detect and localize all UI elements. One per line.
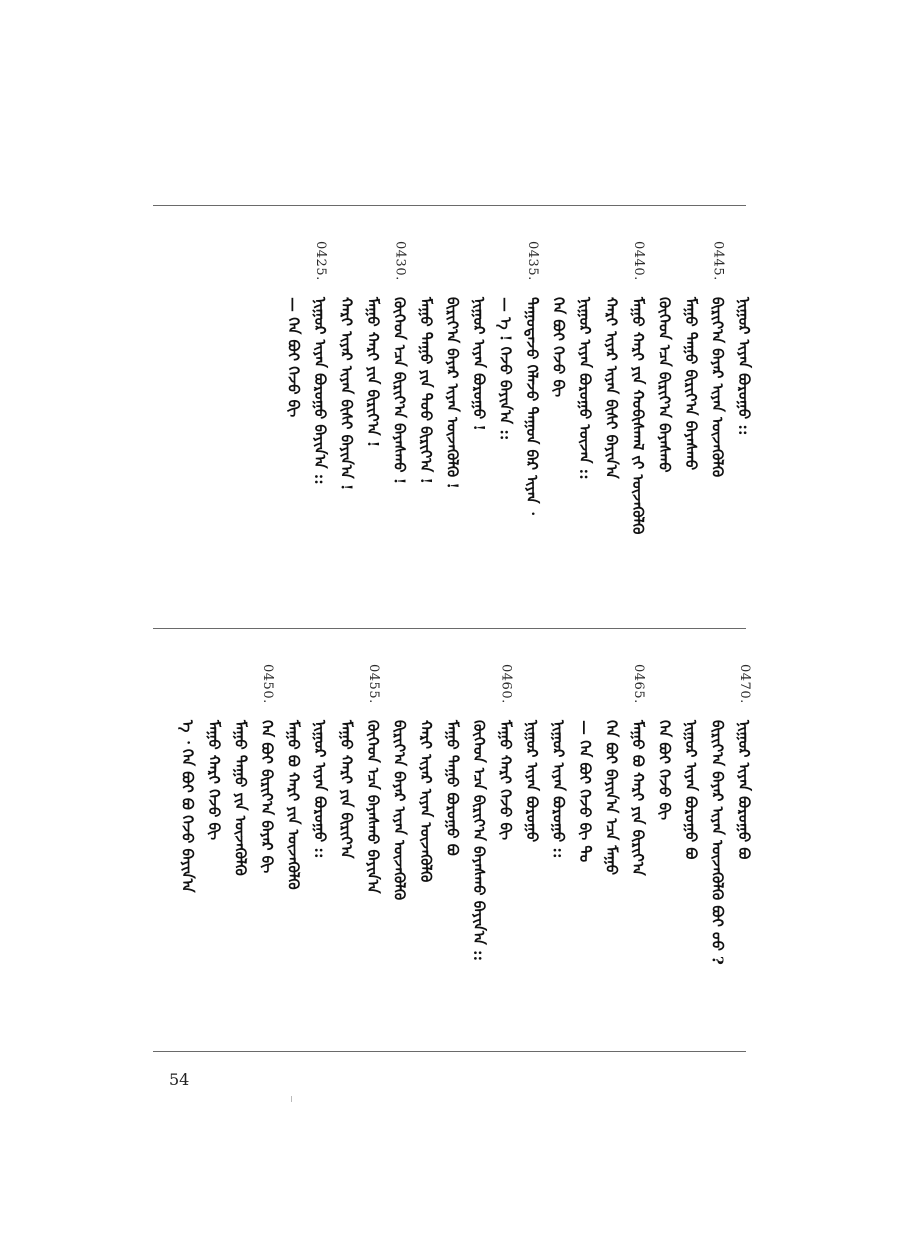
bottom-rule [153, 1051, 746, 1052]
verse-line: ᠬᠥᠬᠡᠳ ᠡᠴᠡ ᠪᠢᠷᠢᠶ᠎ᠠ ᠪᠠᠶᠠᠰᠬᠤ ! [390, 297, 409, 485]
verse-column [681, 205, 701, 628]
verse-line: ᠬᠥᠬᠡᠳ ᠡᠴᠡ ᠪᠢᠷᠢᠶ᠎ᠠ ᠪᠠᠶᠠᠰᠬᠤ [655, 297, 674, 473]
verse-column [655, 205, 675, 628]
verse-line: ᠮᠠᠭᠤ ᠳᠠᠭᠤ ᠪᠤᠷᠤᠭᠤ ᠪᠤ [443, 720, 462, 856]
verse-column [628, 205, 648, 628]
verse-line: — ᠬᠡᠨ ᠪᠤᠢ ᠭᠡᠵᠦ ᠪᠢ [284, 297, 303, 418]
verse-line: ᠨᠢᠭᠤᠷ ᠢᠶᠠᠨ ᠪᠤᠷᠤᠭᠤ :: [549, 720, 568, 859]
verse-column [416, 205, 436, 628]
verse-column [708, 205, 728, 628]
verse-line: ᠨᠢᠭᠤᠷ ᠢᠶᠠᠨ ᠪᠤᠷᠤᠭᠤ :: [311, 720, 329, 859]
verse-column [443, 628, 463, 1051]
verse-column [337, 628, 357, 1051]
verse-column [390, 205, 410, 628]
lower-text-block [153, 628, 753, 1051]
verse-line: ᠮᠠᠭᠤ ᠪᠤ ᠬᠠᠷᠢ ᠶᠢᠨ ᠦᠵᠡᠭᠦᠯᠬᠦ [284, 720, 303, 890]
verse-column [522, 628, 542, 1051]
verse-column [443, 205, 463, 628]
verse-column [204, 628, 224, 1051]
verse-column [602, 628, 622, 1051]
verse-line: ᠬᠡᠨ ᠪᠤᠢ ᠭᠡᠵᠦ ᠪᠢ [549, 297, 568, 397]
verse-line: ᠮᠠᠭᠤ ᠬᠠᠷᠢ ᠭᠡᠵᠦ ᠪᠢ [205, 720, 223, 841]
verse-column [284, 205, 304, 628]
verse-line: ᠪᠢᠷᠢᠶ᠎ᠠ ᠪᠠᠶᠠᠷ ᠢᠶᠡᠨ ᠦᠵᠡᠭᠦᠯᠬᠦ [390, 720, 409, 901]
verse-line: ᠨᠢᠭᠤᠷ ᠢᠶᠠᠨ ᠪᠤᠷᠤᠭᠤ :: [735, 297, 753, 436]
line-number: 0455. [366, 664, 381, 704]
verse-line: ᠪᠢᠷᠢᠶ᠎ᠠ ᠪᠠᠶᠠᠷ ᠢᠶᠡᠨ ᠦᠵᠡᠭᠦᠯᠬᠦ ᠪᠤᠢ ᠤᠤ ? [708, 720, 727, 965]
verse-column [469, 628, 489, 1051]
verse-line: ᠬᠠᠷᠢ ᠢᠶᠠᠷ ᠢᠶᠠᠨ ᠦᠵᠡᠭᠦᠯᠬᠦ [417, 720, 435, 883]
line-number: 0460. [498, 664, 514, 704]
verse-column [284, 628, 304, 1051]
verse-column [549, 628, 569, 1051]
verse-line: ᠮᠠᠭᠤ ᠳᠠᠭᠤ ᠶᠢᠨ ᠲᠣᠣ ᠪᠢᠷᠢᠶ᠎ᠠ ! [417, 297, 435, 485]
verse-line: ᠪᠢᠷᠢᠶ᠎ᠠ ᠪᠠᠶᠠᠷ ᠢᠶᠡᠨ ᠦᠵᠡᠭᠦᠯᠬᠦ [708, 297, 727, 478]
line-number: 0440. [631, 241, 646, 281]
verse-line: ᠮᠠᠭᠤ ᠬᠠᠷᠢ ᠶᠢᠨ ᠪᠢᠷᠢᠶ᠎ᠠ ! [364, 297, 382, 448]
line-number: 0425. [313, 241, 328, 281]
scan-speck [291, 1096, 292, 1102]
verse-column [655, 628, 675, 1051]
verse-line: ᠳᠠᠭᠤᠳᠠᠵᠤ ᠬᠡᠯᠡᠵᠦ ᠳᠠᠭᠤᠨ ᠪᠠᠷ ᠢᠶᠠᠨ ᠂ [523, 297, 541, 515]
verse-line: ᠬᠥᠬᠡᠳ ᠡᠴᠡ ᠪᠠᠶᠠᠰᠬᠤ ᠪᠠᠶᠢᠨ᠎ᠠ [364, 720, 382, 894]
verse-column [337, 205, 357, 628]
verse-column [549, 205, 569, 628]
verse-line: ᠡ ᠂ ᠬᠡᠨ ᠪᠤᠢ ᠪᠤ ᠭᠡᠵᠦ ᠪᠠᠶᠢᠨ᠎ᠠ [178, 720, 197, 893]
verse-column [363, 628, 383, 1051]
verse-line: — ᠡ ! ᠭᠡᠵᠦ ᠪᠠᠶᠢᠨ᠎ᠠ :: [496, 297, 515, 441]
verse-column [708, 628, 728, 1051]
verse-line: ᠬᠥᠬᠡᠳ ᠡᠴᠡ ᠪᠢᠷᠢᠶ᠎ᠠ ᠪᠠᠶᠠᠰᠬᠤ ᠪᠠᠶᠢᠨ᠎ᠠ :: [470, 720, 488, 962]
verse-line: ᠪᠢᠷᠢᠶ᠎ᠠ ᠪᠠᠶᠠᠷ ᠢᠶᠡᠨ ᠦᠵᠡᠭᠦᠯᠬᠦ ! [443, 297, 462, 489]
verse-line: — ᠬᠡᠨ ᠪᠤᠢ ᠭᠡᠵᠦ ᠪᠢ ᠲᠤ [576, 720, 594, 863]
line-number: 0470. [737, 664, 752, 704]
verse-line: ᠨᠢᠭᠤᠷ ᠢᠶᠠᠨ ᠪᠤᠷᠤᠭᠤ [523, 720, 541, 843]
verse-line: ᠬᠡᠨ ᠪᠤᠢ ᠪᠢᠷᠢᠶ᠎ᠠ ᠪᠠᠶᠠᠷ ᠪᠢ [258, 720, 276, 874]
line-number: 0445. [710, 241, 726, 281]
verse-line: ᠮᠠᠭᠤ ᠬᠠᠷᠢ ᠶᠢᠨ ᠪᠢᠷᠢᠶ᠎ᠠ [337, 720, 356, 859]
verse-line: ᠬᠡᠨ ᠪᠤᠢ ᠪᠠᠶᠢᠨ᠎ᠠ ᠡᠴᠡ ᠮᠠᠭᠤ [602, 720, 621, 876]
verse-line: ᠮᠠᠭᠤ ᠬᠠᠷᠢ ᠭᠡᠵᠦ ᠪᠢ [496, 720, 515, 841]
verse-line: ᠮᠠᠭᠤ ᠬᠠᠷᠢ ᠶᠢᠨ ᠬᠤᠪᠢᠰᠬᠠᠯ ᠵᠢ ᠦᠵᠡᠭᠦᠯᠬᠦ [629, 297, 647, 535]
line-number: 0465. [631, 664, 646, 704]
verse-line: ᠨᠢᠭᠤᠷ ᠢᠶᠠᠨ ᠪᠤᠷᠤᠭᠤ ᠪᠤ [735, 720, 753, 860]
line-number: 0435. [525, 241, 540, 281]
verse-line: ᠨᠢᠭᠤᠷ ᠢᠶᠠᠨ ᠪᠤᠷᠤᠭᠤ ᠪᠠᠶᠢᠨ᠎ᠠ :: [311, 297, 329, 485]
verse-column [602, 205, 622, 628]
verse-line: ᠮᠠᠭᠤ ᠪᠤ ᠬᠠᠷᠢ ᠶᠢᠨ ᠪᠢᠷᠢᠶ᠎ᠠ [629, 720, 647, 876]
verse-line: ᠬᠡᠨ ᠪᠤᠢ ᠭᠡᠵᠦ ᠪᠢ [655, 720, 674, 820]
verse-line: ᠨᠢᠭᠤᠷ ᠢᠶᠠᠨ ᠪᠤᠷᠤᠭᠤ ᠪᠤ [682, 720, 700, 860]
verse-column [178, 628, 198, 1051]
verse-column [231, 628, 251, 1051]
verse-line: ᠮᠠᠭᠤ ᠳᠠᠭᠤ ᠶᠢᠨ ᠦᠵᠡᠭᠦᠯᠬᠦ [231, 720, 250, 876]
verse-column [575, 628, 595, 1051]
verse-column [257, 628, 277, 1051]
verse-column [496, 205, 516, 628]
verse-line: ᠬᠠᠷᠢ ᠢᠶᠠᠷ ᠢᠶᠠᠨ ᠪᠢᠰᠢ ᠪᠠᠶᠢᠨ᠎ᠠ ! [337, 297, 356, 491]
upper-text-block [153, 205, 753, 628]
verse-line: ᠨᠢᠭᠤᠷ ᠢᠶᠠᠨ ᠪᠤᠷᠤᠭᠤ ᠦᠵᠡᠨ :: [576, 297, 594, 480]
verse-column [496, 628, 516, 1051]
line-number: 0450. [260, 664, 275, 704]
verse-line: ᠬᠠᠷᠢ ᠢᠶᠠᠷ ᠢᠶᠠᠨ ᠪᠢᠰᠢ ᠪᠠᠶᠢᠨ᠎ᠠ [602, 297, 621, 479]
verse-column [310, 205, 330, 628]
verse-column [390, 628, 410, 1051]
verse-line: ᠨᠢᠭᠤᠷ ᠢᠶᠠᠨ ᠪᠤᠷᠤᠭᠤ ! [470, 297, 488, 432]
verse-column [681, 628, 701, 1051]
verse-line: ᠮᠠᠭᠤ ᠳᠠᠭᠤ ᠪᠢᠷᠢᠶ᠎ᠠ ᠪᠠᠶᠠᠰᠬᠤ [682, 297, 700, 471]
verse-column [734, 205, 754, 628]
verse-column [628, 628, 648, 1051]
page-number: 54 [169, 1070, 190, 1089]
verse-column [363, 205, 383, 628]
line-number: 0430. [392, 241, 408, 281]
verse-column [469, 205, 489, 628]
verse-column [575, 205, 595, 628]
verse-column [734, 628, 754, 1051]
verse-column [310, 628, 330, 1051]
verse-column [522, 205, 542, 628]
verse-column [416, 628, 436, 1051]
